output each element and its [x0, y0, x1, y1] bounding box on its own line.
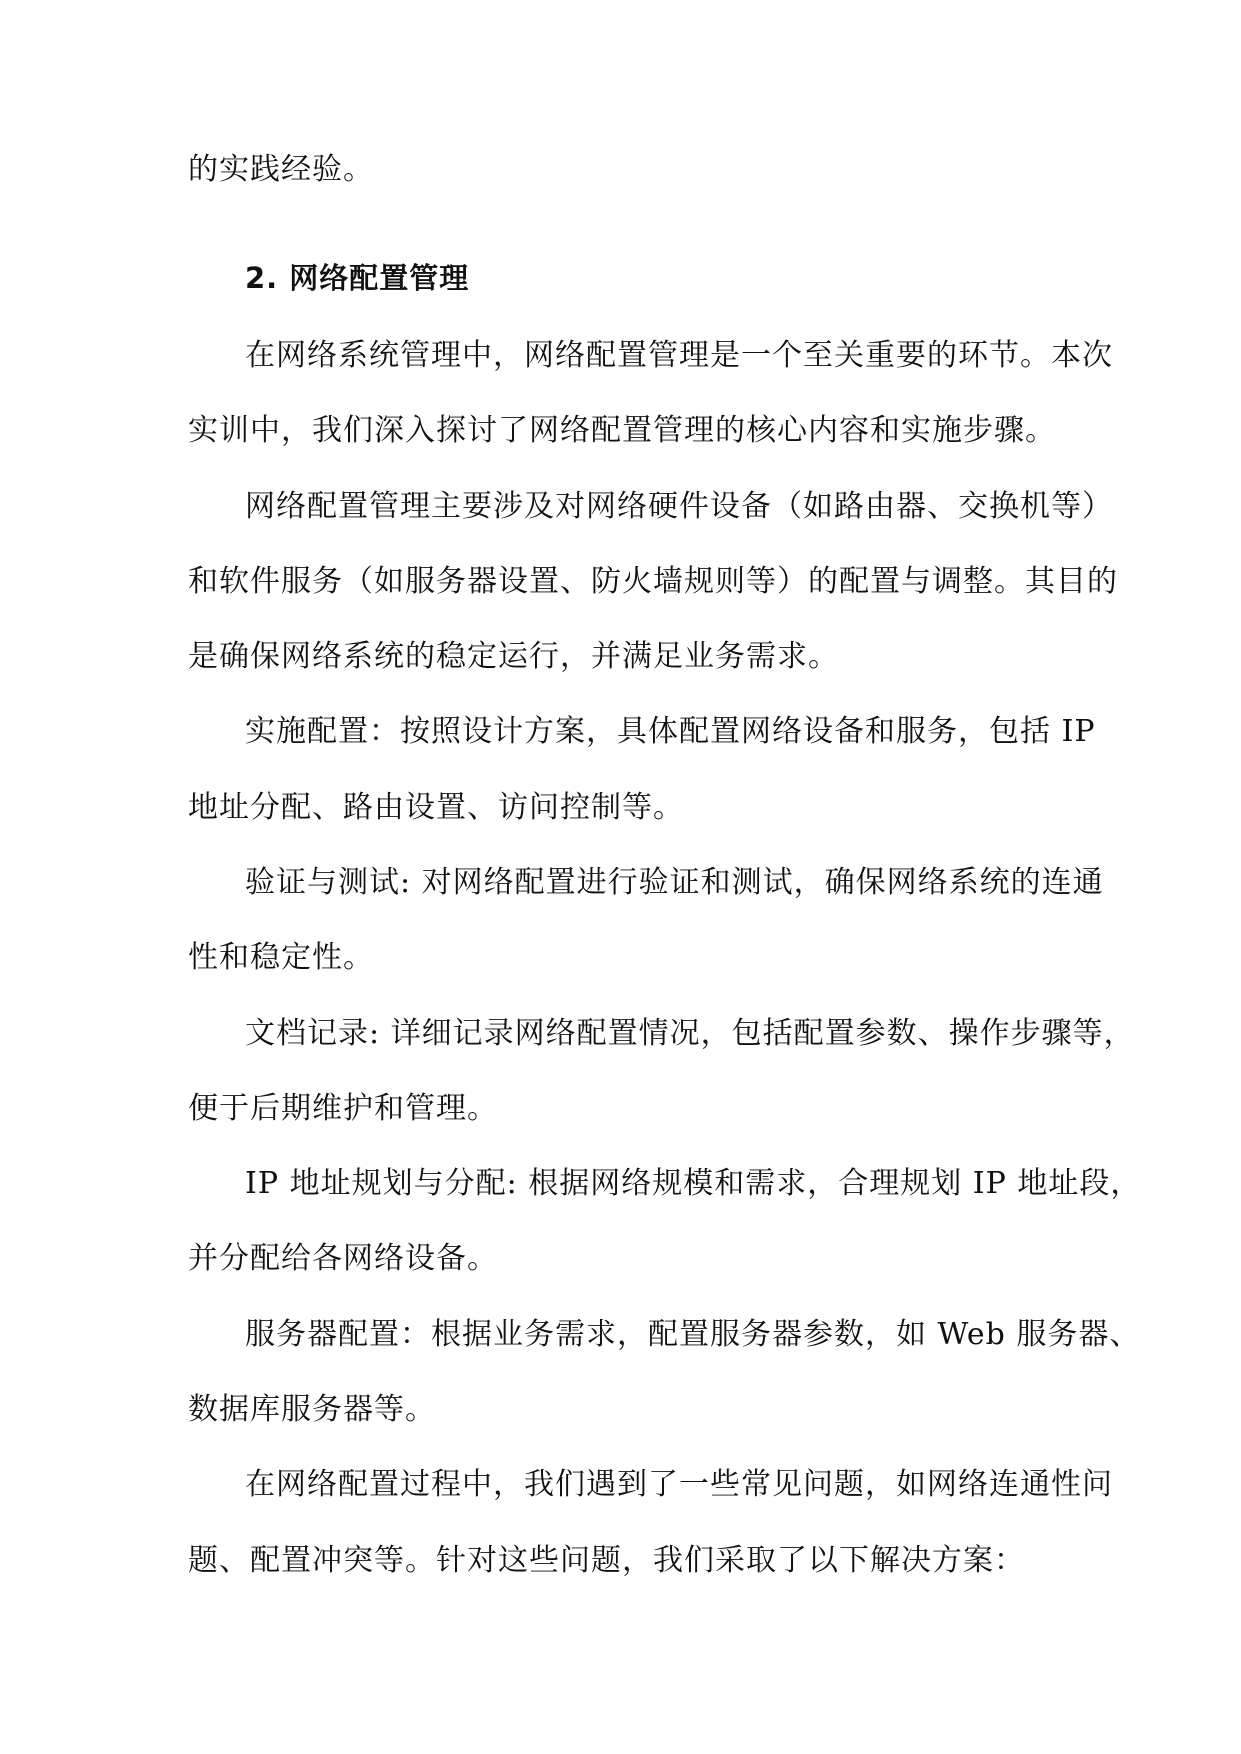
paragraph-line: IP 地址规划与分配: 根据网络规模和需求，合理规划 IP 地址段， [245, 1166, 1142, 1201]
paragraph-line: 文档记录: 详细记录网络配置情况，包括配置参数、操作步骤等， [245, 1016, 1135, 1051]
paragraph-line: 实训中，我们深入探讨了网络配置管理的核心内容和实施步骤。 [188, 413, 1056, 448]
paragraph-line: 服务器配置：根据业务需求，配置服务器参数，如 Web 服务器、 [245, 1317, 1141, 1352]
paragraph-line: 在网络系统管理中，网络配置管理是一个至关重要的环节。本次 [245, 338, 1113, 373]
paragraph-line: 在网络配置过程中，我们遇到了一些常见问题，如网络连通性问 [245, 1467, 1113, 1502]
paragraph-line: 性和稳定性。 [188, 940, 374, 975]
paragraph-line: 和软件服务（如服务器设置、防火墙规则等）的配置与调整。其目的 [188, 564, 1118, 599]
paragraph-line: 网络配置管理主要涉及对网络硬件设备（如路由器、交换机等） [245, 489, 1113, 524]
paragraph-line: 验证与测试: 对网络配置进行验证和测试，确保网络系统的连通 [245, 865, 1104, 900]
section-heading: 2. 网络配置管理 [245, 261, 470, 295]
paragraph-line: 地址分配、路由设置、访问控制等。 [188, 790, 684, 825]
paragraph-line: 是确保网络系统的稳定运行，并满足业务需求。 [188, 639, 839, 674]
paragraph-line: 数据库服务器等。 [188, 1392, 436, 1427]
paragraph-line: 题、配置冲突等。针对这些问题，我们采取了以下解决方案： [188, 1543, 1025, 1578]
paragraph-line: 便于后期维护和管理。 [188, 1091, 498, 1126]
paragraph-line: 实施配置：按照设计方案，具体配置网络设备和服务，包括 IP [245, 714, 1096, 749]
paragraph-continuation-line: 的实践经验。 [188, 152, 374, 187]
paragraph-line: 并分配给各网络设备。 [188, 1241, 498, 1276]
